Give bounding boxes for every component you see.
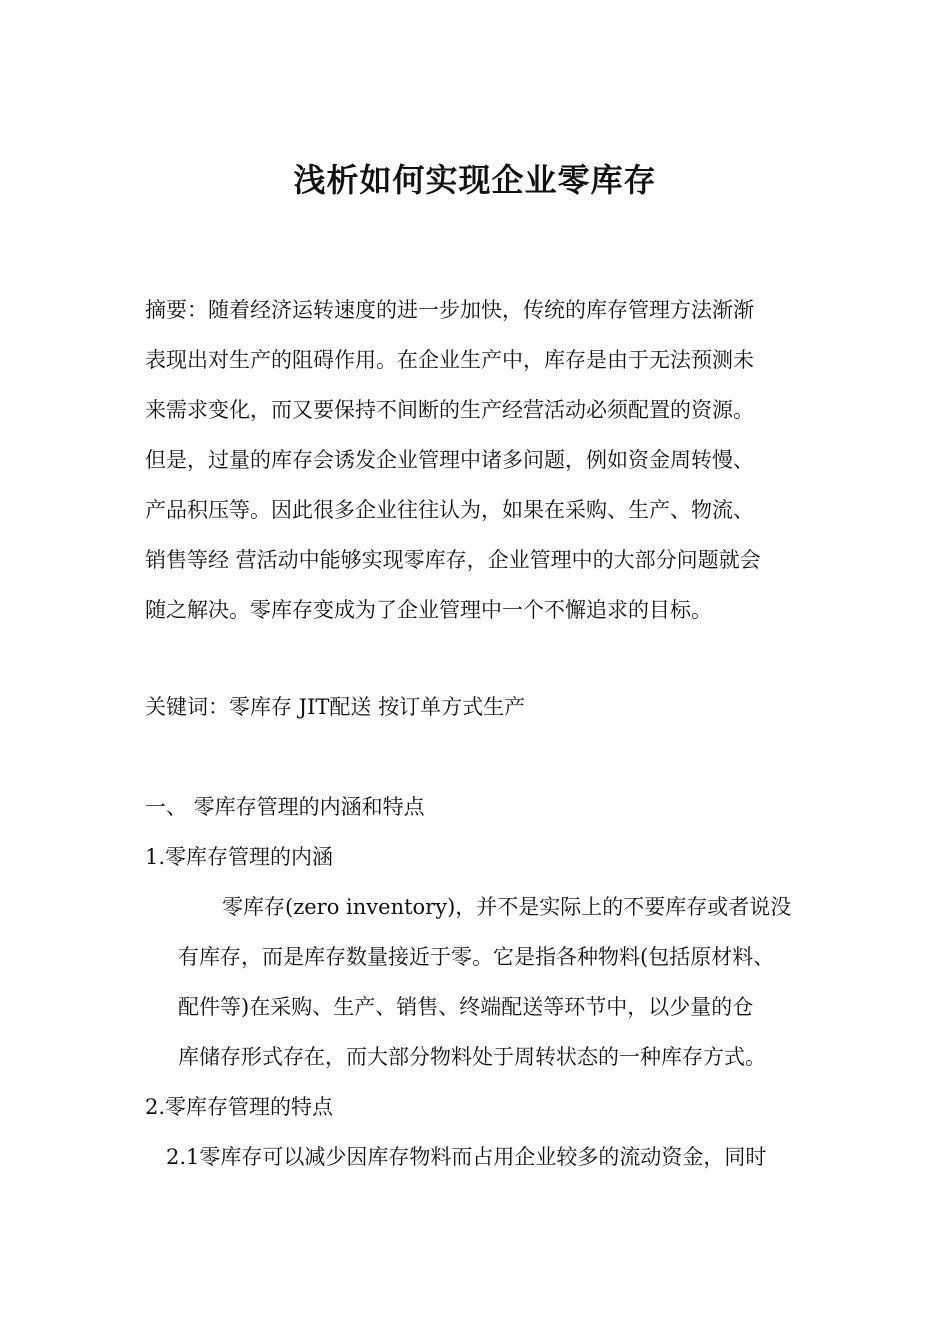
paragraph-line: 库储存形式存在，而大部分物料处于周转状态的一种库存方式。 (178, 1045, 766, 1069)
abstract-line: 产品积压等。因此很多企业往往认为，如果在采购、生产、物流、 (145, 498, 754, 522)
abstract-line: 但是，过量的库存会诱发企业管理中诸多问题，例如资金周转慢、 (145, 448, 754, 472)
paragraph-line: 2.1零库存可以减少因库存物料而占用企业较多的流动资金，同时 (166, 1145, 767, 1169)
abstract-line: 表现出对生产的阻碍作用。在企业生产中，库存是由于无法预测未 (145, 348, 754, 372)
paragraph-line: 零库存(zero inventory)，并不是实际上的不要库存或者说没 (222, 895, 792, 919)
subsection-heading: 2.零库存管理的特点 (145, 1095, 334, 1119)
keywords-line: 关键词：零库存 JIT配送 按订单方式生产 (145, 695, 526, 719)
section-heading: 一、 零库存管理的内涵和特点 (145, 795, 425, 819)
abstract-line: 销售等经 营活动中能够实现零库存，企业管理中的大部分问题就会 (145, 548, 761, 572)
subsection-heading: 1.零库存管理的内涵 (145, 845, 334, 869)
abstract-line: 摘要：随着经济运转速度的进一步加快，传统的库存管理方法渐渐 (145, 298, 754, 322)
document-title: 浅析如何实现企业零库存 (293, 161, 657, 199)
paragraph-line: 配件等)在采购、生产、销售、终端配送等环节中，以少量的仓 (178, 995, 754, 1019)
abstract-line: 来需求变化，而又要保持不间断的生产经营活动必须配置的资源。 (145, 398, 754, 422)
paragraph-line: 有库存，而是库存数量接近于零。它是指各种物料(包括原材料、 (178, 945, 775, 969)
abstract-line: 随之解决。零库存变成为了企业管理中一个不懈追求的目标。 (145, 598, 712, 622)
